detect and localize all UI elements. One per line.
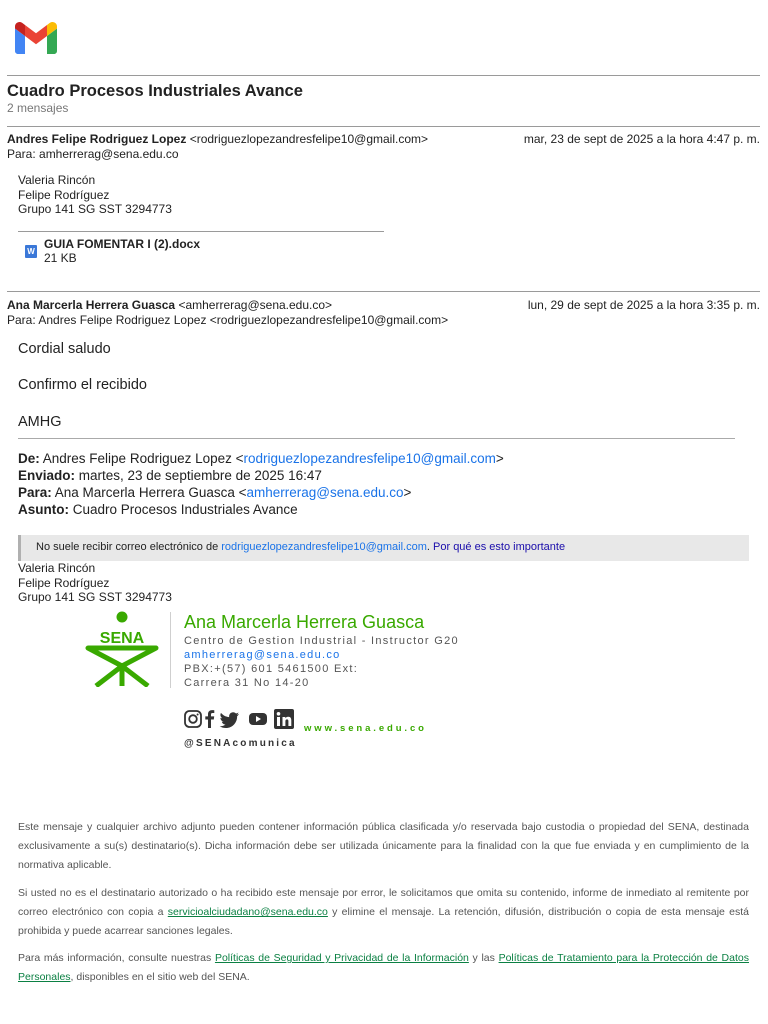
twitter-icon[interactable]	[220, 712, 239, 728]
forward-from	[18, 451, 504, 466]
sig-line: Valeria Rincón	[18, 561, 96, 575]
divider	[7, 291, 760, 292]
sig-line: Grupo 141 SG SST 3294773	[18, 202, 172, 216]
greeting: Cordial saludo	[18, 341, 111, 357]
attachment-divider	[18, 231, 384, 232]
value: >	[403, 485, 412, 500]
value: martes, 23 de septiembre de 2025 16:47	[75, 468, 322, 483]
thread-subject: Cuadro Procesos Industriales Avance	[7, 82, 303, 100]
facebook-icon[interactable]	[205, 710, 214, 728]
youtube-icon[interactable]	[249, 713, 267, 725]
forward-subject	[18, 502, 298, 517]
signature-separator	[170, 612, 171, 688]
value: >	[495, 451, 504, 466]
linkedin-icon[interactable]	[274, 709, 294, 729]
disclaimer-paragraph	[18, 949, 749, 987]
value: Ana Marcerla Herrera Guasca <	[51, 485, 247, 500]
message-1-date: mar, 23 de sept de 2025 a la hora 4:47 p. m.	[523, 132, 760, 146]
forward-to	[18, 485, 411, 500]
disclaimer-paragraph	[18, 884, 749, 941]
signature-phone: PBX:+(57) 601 5461500 Ext:	[184, 663, 359, 675]
attachment-size: 21 KB	[44, 251, 77, 265]
disclaimer-text: y elimine el mensaje. La retención, difusión, distribución o copia de esta mensaje está prohibida y puede acarrear sanciones legales.	[18, 906, 749, 937]
sig-line: Valeria Rincón	[18, 173, 96, 187]
disclaimer-text: Si usted no es el destinatario autorizado o ha recibido este mensaje por error, le solicitamos que omita su contenido, informe de inmediato al remitente por correo electrónico con copia a	[18, 887, 749, 918]
label: Asunto:	[18, 502, 69, 517]
message-count: 2 mensajes	[7, 101, 69, 115]
message-2-recipient: Para: Andres Felipe Rodriguez Lopez <rodriguezlopezandresfelipe10@gmail.com>	[7, 313, 449, 327]
disclaimer-text: , disponibles en el sitio web del SENA.	[70, 971, 250, 983]
sender-email[interactable]: <rodriguezlopezandresfelipe10@gmail.com>	[189, 132, 429, 146]
social-icons	[184, 709, 296, 729]
message-2-signature	[18, 561, 172, 605]
divider	[7, 126, 760, 127]
sender-name: Ana Marcerla Herrera Guasca	[7, 298, 176, 312]
message-2-sender	[7, 298, 332, 312]
signature-email[interactable]: amherrerag@sena.edu.co	[184, 649, 341, 661]
disclaimer-text: y las	[468, 952, 499, 964]
label: Enviado:	[18, 468, 76, 483]
gmail-logo-icon	[15, 22, 57, 54]
message-1-sender	[7, 132, 428, 146]
message-1-signature	[18, 173, 172, 217]
word-icon: W	[25, 245, 37, 258]
email-link[interactable]: amherrerag@sena.edu.co	[246, 485, 404, 500]
warning-email-link[interactable]: rodriguezlopezandresfelipe10@gmail.com	[221, 541, 427, 553]
sig-line: Grupo 141 SG SST 3294773	[18, 590, 172, 604]
sena-website-link[interactable]: www.sena.edu.co	[304, 723, 427, 734]
label: De:	[18, 451, 40, 466]
sender-email[interactable]: <amherrerag@sena.edu.co>	[178, 298, 333, 312]
attachment-name[interactable]: GUIA FOMENTAR I (2).docx	[44, 237, 200, 251]
warning-message: No suele recibir correo electrónico de	[36, 541, 222, 553]
divider	[7, 75, 760, 76]
value: Andres Felipe Rodriguez Lopez <	[39, 451, 244, 466]
message-1-recipient: Para: amherrerag@sena.edu.co	[7, 147, 179, 161]
why-important-link[interactable]: Por qué es esto importante	[433, 541, 566, 553]
sender-name: Andres Felipe Rodriguez Lopez	[7, 132, 187, 146]
label: Para:	[18, 485, 52, 500]
signature-role: Centro de Gestion Industrial - Instructor G20	[184, 635, 459, 647]
sig-line: Felipe Rodríguez	[18, 575, 110, 590]
warning-dot: .	[426, 541, 434, 553]
signature-address: Carrera 31 No 14-20	[184, 677, 310, 689]
disclaimer-text: Para más información, consulte nuestras	[18, 952, 215, 964]
servicio-ciudadano-link[interactable]: servicioalciudadano@sena.edu.co	[167, 906, 328, 918]
warning-text	[36, 541, 565, 553]
message-2-date: lun, 29 de sept de 2025 a la hora 3:35 p. m.	[527, 298, 760, 312]
sig-line: Felipe Rodríguez	[18, 187, 110, 202]
email-link[interactable]: rodriguezlopezandresfelipe10@gmail.com	[243, 451, 496, 466]
sena-logo-text: SENA	[99, 630, 145, 647]
sena-logo	[84, 611, 160, 687]
initials: AMHG	[18, 414, 62, 430]
body-line: Confirmo el recibido	[18, 377, 147, 393]
disclaimer-paragraph: Este mensaje y cualquier archivo adjunto pueden contener información pública clasificada y/o reservada bajo custodia o propiedad del SENA, destinada exclusivamente a su(s) destinatario(s). Dicha información debe ser utilizada únicamente para la finalidad con la que fue enviada y en cumplimiento de la normativa aplicable.	[18, 821, 749, 871]
data-protection-policy-link[interactable]: Políticas de Tratamiento para la Protección de Datos Personales	[18, 952, 749, 983]
instagram-icon[interactable]	[185, 711, 201, 727]
quote-divider	[18, 438, 735, 439]
value: Cuadro Procesos Industriales Avance	[69, 502, 298, 517]
social-handle: @SENAcomunica	[184, 738, 297, 749]
security-policy-link[interactable]: Políticas de Seguridad y Privacidad de la Información	[214, 952, 469, 964]
signature-name: Ana Marcerla Herrera Guasca	[184, 612, 425, 632]
forward-sent	[18, 468, 322, 483]
